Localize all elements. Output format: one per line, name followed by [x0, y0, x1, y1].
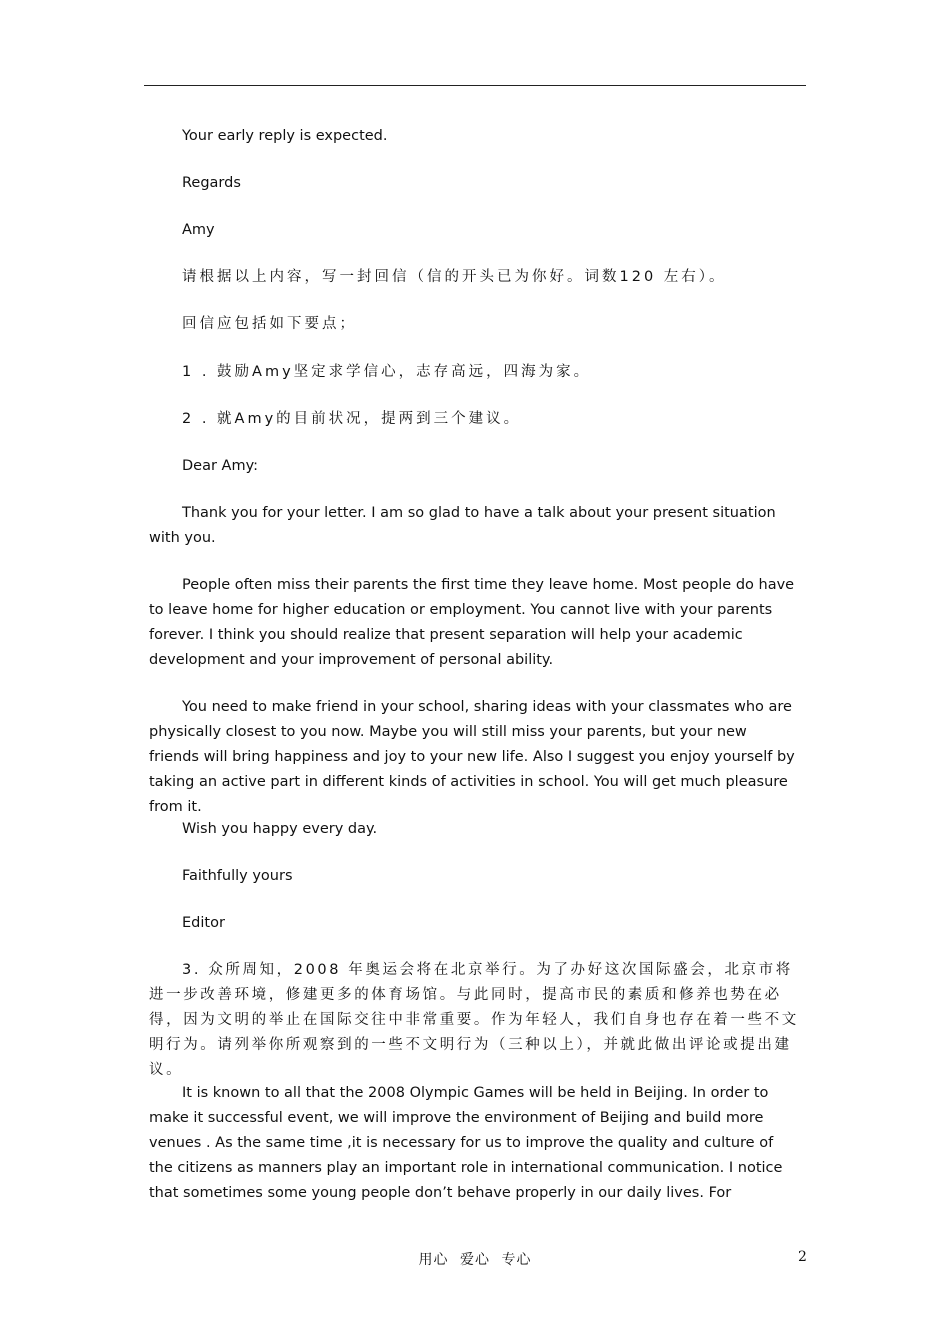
footer-motto: 用心 爱心 专心 — [418, 1252, 532, 1268]
sender-name: Amy — [182, 222, 215, 238]
task-point-2: 2 . 就Amy的目前状况，提两到三个建议。 — [182, 411, 522, 427]
reply-salutation: Dear Amy: — [182, 458, 258, 474]
reply-closing: Faithfully yours — [182, 868, 293, 884]
regards-line: Regards — [182, 175, 241, 191]
reply-expected-line: Your early reply is expected. — [182, 128, 388, 144]
header-rule — [144, 85, 806, 86]
task-point-1: 1 . 鼓励Amy坚定求学信心，志存高远，四海为家。 — [182, 364, 592, 380]
question-3-answer: It is known to all that the 2008 Olympic Games will be held in Beijing. In order to make it successful event, we will improve the environment of Beijing and build more venues . As the same time ,it is necessary for us to improve the quality and culture of the citizens as manners play an important role in international communication. I notice that sometimes some young people don’t behave properly in our daily lives. For — [149, 1085, 783, 1201]
task-points-intro: 回信应包括如下要点； — [182, 316, 357, 332]
reply-signature: Editor — [182, 915, 225, 931]
reply-wish: Wish you happy every day. — [182, 821, 378, 837]
task-instruction: 请根据以上内容，写一封回信（信的开头已为你好。词数120 左右）。 — [182, 269, 727, 285]
question-3-prompt: 3. 众所周知，2008 年奥运会将在北京举行。为了办好这次国际盛会，北京市将进一步改善环境，修建更多的体育场馆。与此同时，提高市民的素质和修养也势在必得，因为文明的举止在国际交往中非常重要。作为年轻人，我们自身也存在着一些不文明行为。请列举你所观察到的一些不文明行为（三种以上），并就此做出评论或提出建议。 — [149, 962, 799, 1078]
reply-paragraph-2: People often miss their parents the first time they leave home. Most people do have to leave home for higher education or employment. You cannot live with your parents forever. I think you should realize that present separation will help your academic development and your improvement of personal ability. — [149, 577, 795, 668]
reply-paragraph-3: You need to make friend in your school, sharing ideas with your classmates who are physically closest to you now. Maybe you will still miss your parents, but your new friends will bring happiness and joy to your new life. Also I suggest you enjoy yourself by taking an active part in different kinds of activities in school. You will get much pleasure from it. — [149, 699, 795, 815]
page-number: 2 — [798, 1249, 807, 1265]
reply-paragraph-1: Thank you for your letter. I am so glad to have a talk about your present situation with you. — [149, 505, 776, 546]
